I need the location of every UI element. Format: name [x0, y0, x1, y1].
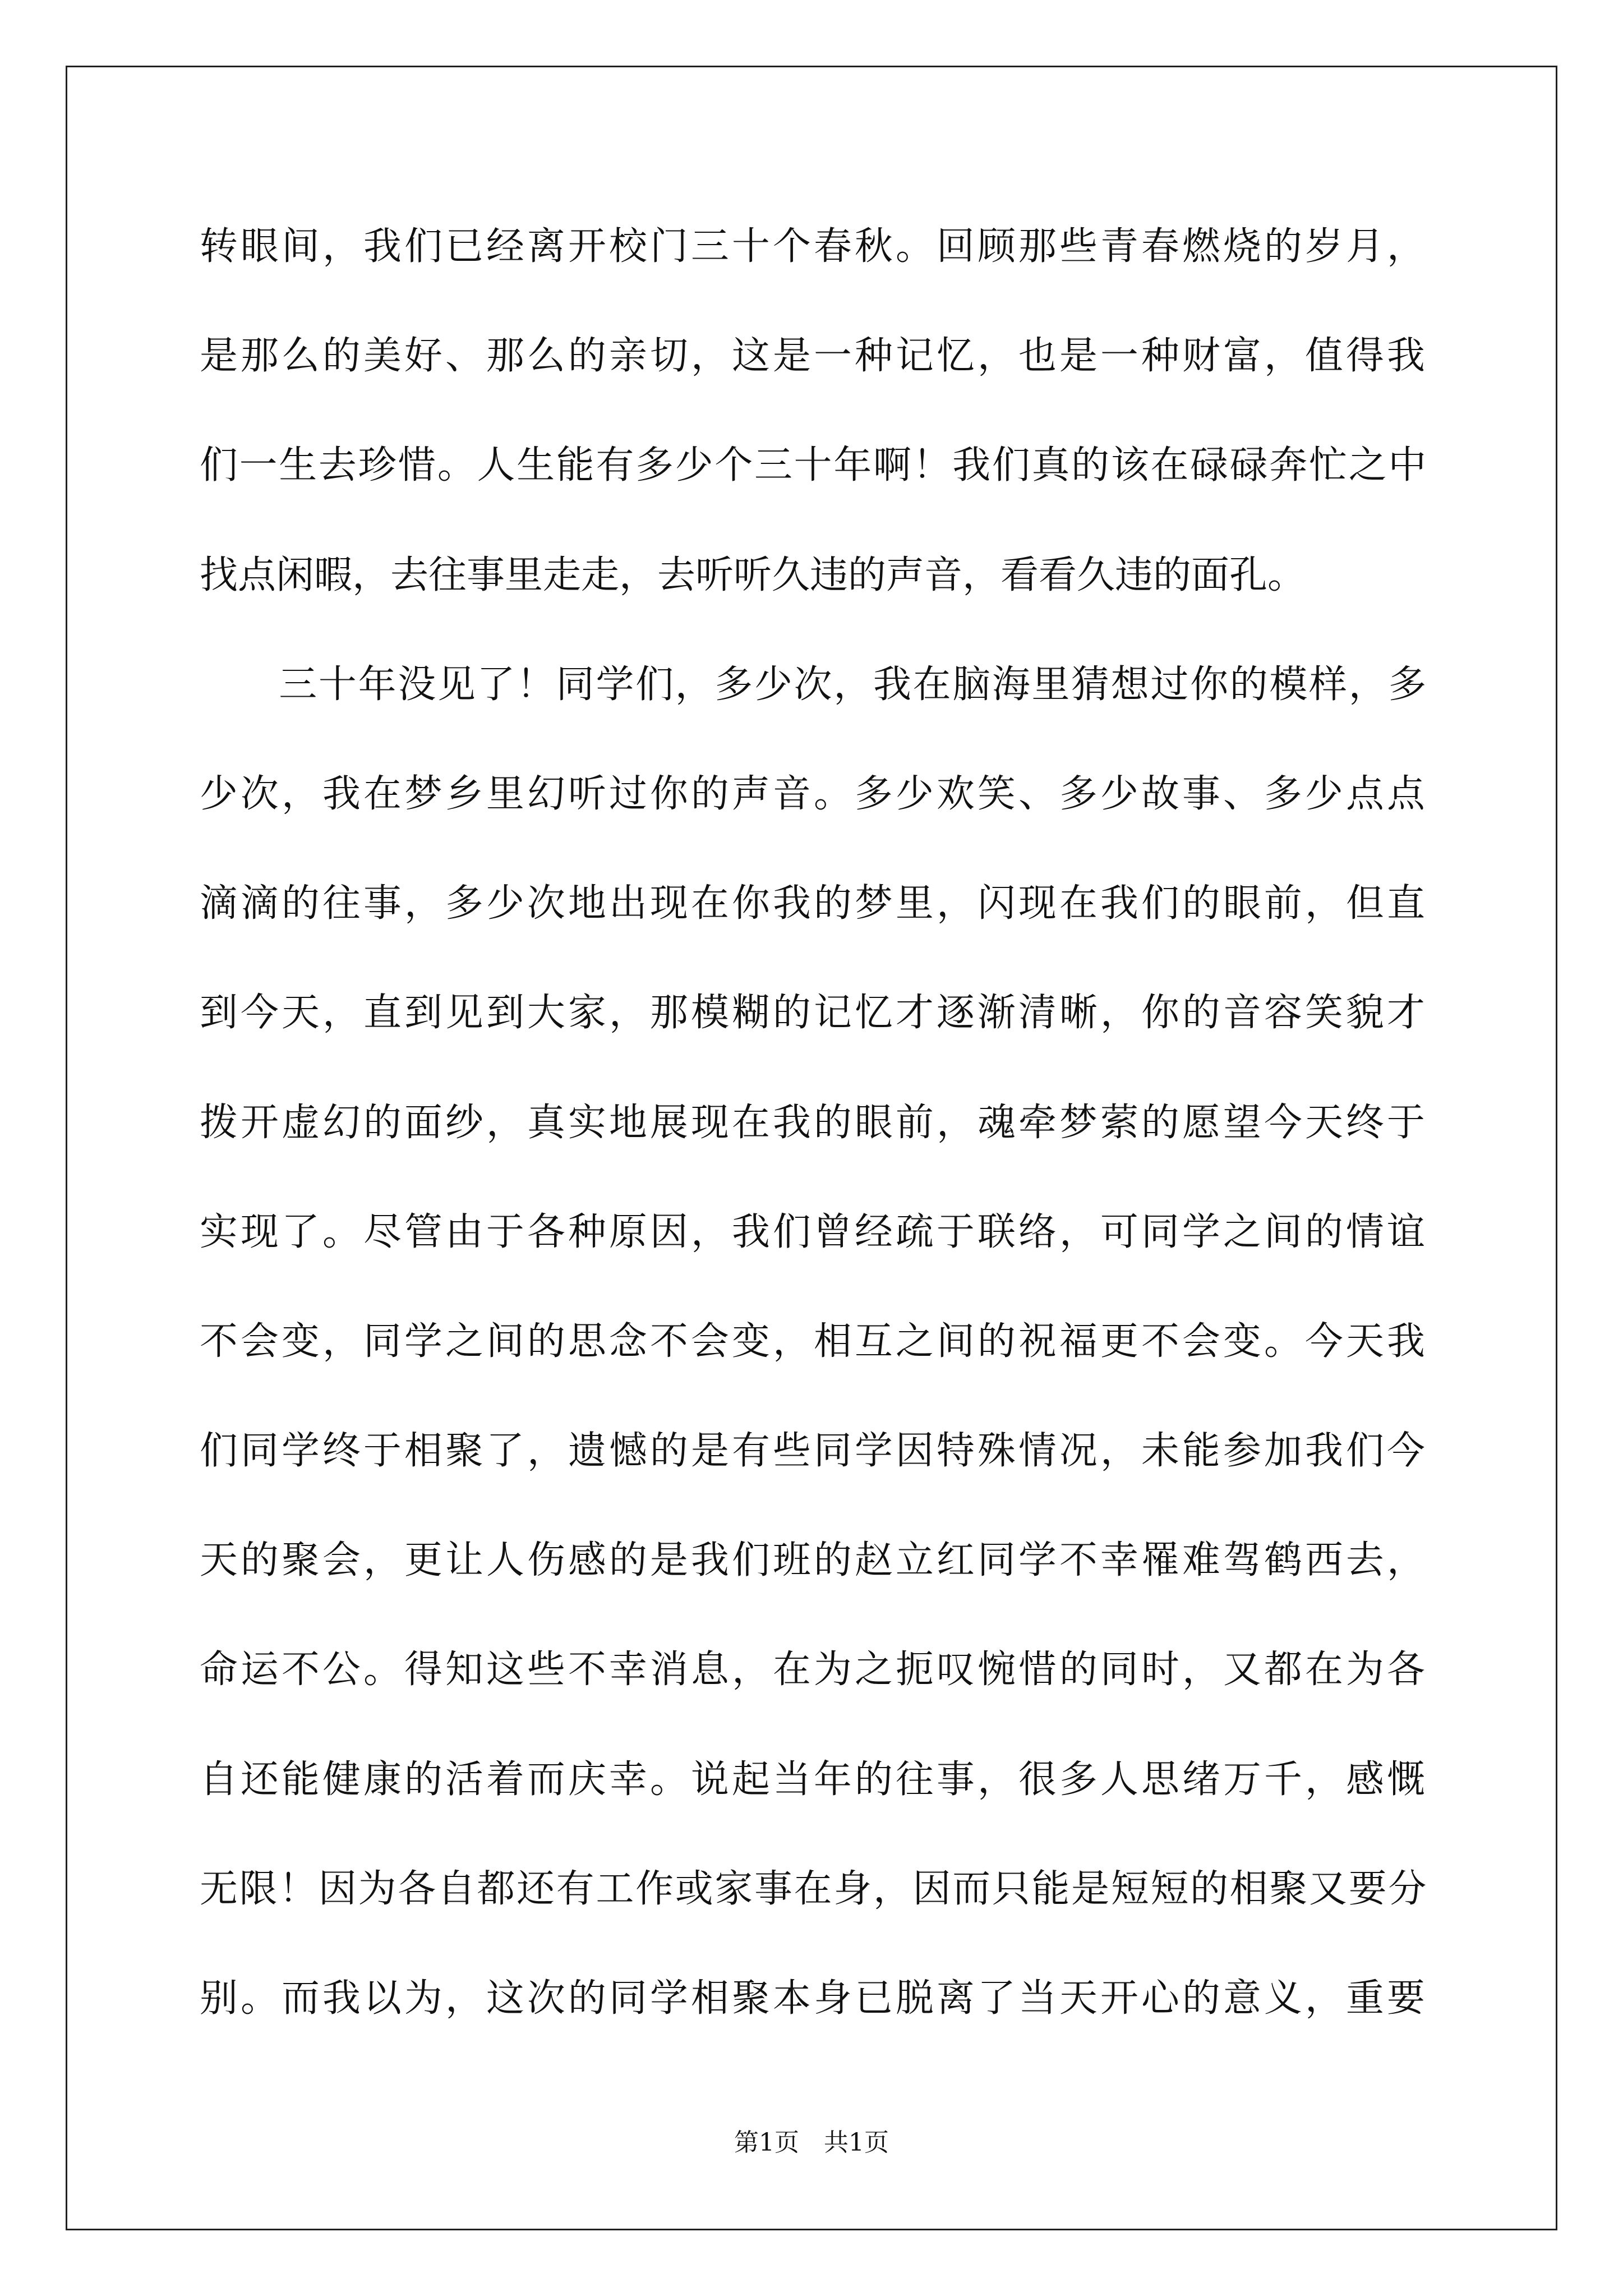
- text-line: 实现了。尽管由于各种原因，我们曾经疏于联络，可同学之间的情谊: [200, 1209, 1428, 1254]
- text-line: 滴滴的往事，多少次地出现在你我的梦里，闪现在我们的眼前，但直: [200, 881, 1428, 926]
- text-line: 别。而我以为，这次的同学相聚本身已脱离了当天开心的意义，重要: [200, 1976, 1428, 2021]
- text-line: 无限！因为各自都还有工作或家事在身，因而只能是短短的相聚又要分: [200, 1866, 1428, 1911]
- text-line: 到今天，直到见到大家，那模糊的记忆才逐渐清晰，你的音容笑貌才: [200, 991, 1428, 1036]
- text-line: 转眼间，我们已经离开校门三十个春秋。回顾那些青春燃烧的岁月，: [200, 224, 1428, 269]
- document-body: [200, 192, 1428, 2053]
- text-line: 拨开虚幻的面纱，真实地展现在我的眼前，魂牵梦萦的愿望今天终于: [200, 1100, 1428, 1145]
- page-footer: [0, 2126, 1623, 2160]
- text-line: 是那么的美好、那么的亲切，这是一种记忆，也是一种财富，值得我: [200, 334, 1428, 379]
- text-line: 不会变，同学之间的思念不会变，相互之间的祝福更不会变。今天我: [200, 1319, 1428, 1364]
- text-line: 天的聚会，更让人伤感的是我们班的赵立红同学不幸罹难驾鹤西去，: [200, 1538, 1428, 1583]
- text-line: 命运不公。得知这些不幸消息，在为之扼叹惋惜的同时，又都在为各: [200, 1648, 1428, 1692]
- text-line: 少次，我在梦乡里幻听过你的声音。多少欢笑、多少故事、多少点点: [200, 771, 1428, 816]
- page-number: 第1页 共1页: [734, 2128, 889, 2157]
- text-line: 们同学终于相聚了，遗憾的是有些同学因特殊情况，未能参加我们今: [200, 1429, 1428, 1474]
- text-line: 三十年没见了！同学们，多少次，我在脑海里猜想过你的模样，多: [200, 662, 1428, 707]
- text-line: 自还能健康的活着而庆幸。说起当年的往事，很多人思绪万千，感慨: [200, 1757, 1428, 1802]
- text-line: 们一生去珍惜。人生能有多少个三十年啊！我们真的该在碌碌奔忙之中: [200, 443, 1428, 488]
- text-line: 找点闲暇，去往事里走走，去听听久违的声音，看看久违的面孔。: [200, 553, 1306, 597]
